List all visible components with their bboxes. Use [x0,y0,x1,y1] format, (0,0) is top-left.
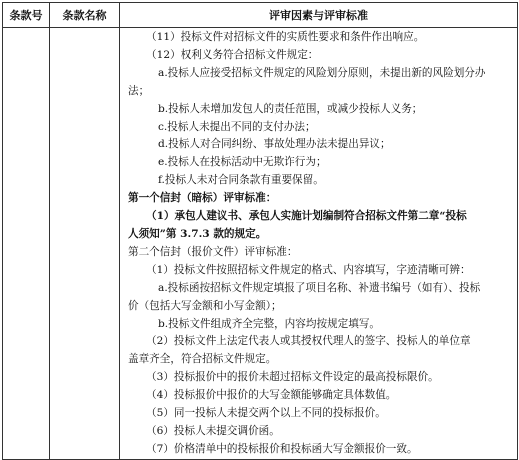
criteria-line: 第一个信封（暗标）评审标准： [128,192,277,205]
criteria-line: 第二个信封（报价文件）评审标准： [128,245,298,258]
criteria-lines [120,28,517,459]
evaluation-criteria-table [2,2,518,460]
criteria-line: 法； [128,84,150,97]
criteria-line: c.投标人未提出不同的支付办法； [158,120,316,133]
criteria-line: e.投标人在投标活动中无欺诈行为； [158,156,327,169]
criteria-line: （1）投标文件按照招标文件规定的格式、内容填写，字迹清晰可辨： [146,263,471,276]
criteria-line: b.投标人未增加发包人的责任范围，或减少投标人义务； [158,102,423,115]
criteria-line: 盖章齐全，符合招标文件规定。 [128,353,277,366]
criteria-line: a.投标人应接受招标文件规定的风险划分原则，未提出新的风险划分办 [158,66,486,79]
criteria-line: 人须知”第 3.7.3 款的规定。 [128,227,267,240]
criteria-line: （1）承包人建议书、承包人实施计划编制符合招标文件第二章“投标 [146,210,467,223]
criteria-line: b.投标文件组成齐全完整，内容均按规定填写。 [158,317,381,330]
criteria-line: d.投标人对合同纠纷、事故处理办法未提出异议； [158,138,391,151]
header-row [3,3,518,28]
criteria-line: （11）投标文件对招标文件的实质性要求和条件作出响应。 [146,31,425,43]
body-row [3,28,518,460]
criteria-line: （4）投标报价中报价的大写金额能够确定具体数值。 [146,389,397,402]
criteria-line: （7）价格清单中的投标报价和投标函大写金额报价一致。 [146,442,418,455]
clause-name-cell [50,28,120,460]
header-evaluation-criteria: 评审因素与评审标准 [120,3,518,28]
criteria-line: （2）投标文件上法定代表人或其授权代理人的签字、投标人的单位章 [146,335,471,348]
header-clause-name: 条款名称 [50,3,120,28]
criteria-line: （6）投标人未提交调价函。 [146,424,280,437]
criteria-cell [120,28,518,460]
header-clause-number: 条款号 [3,3,50,28]
criteria-line: （3）投标报价中的报价未超过招标文件设定的最高投标限价。 [146,371,439,384]
clause-number-cell [3,28,50,460]
criteria-line: f.投标人未对合同条款有重要保留。 [158,174,324,187]
criteria-line: （5）同一投标人未提交两个以上不同的投标报价。 [146,407,386,420]
criteria-line: a.投标函按招标文件规定填报了项目名称、补遗书编号（如有）、投标 [158,281,481,294]
criteria-line: 价（包括大写金额和小写金额）； [128,299,282,312]
criteria-line: （12）权利义务符合招标文件规定： [146,48,319,61]
